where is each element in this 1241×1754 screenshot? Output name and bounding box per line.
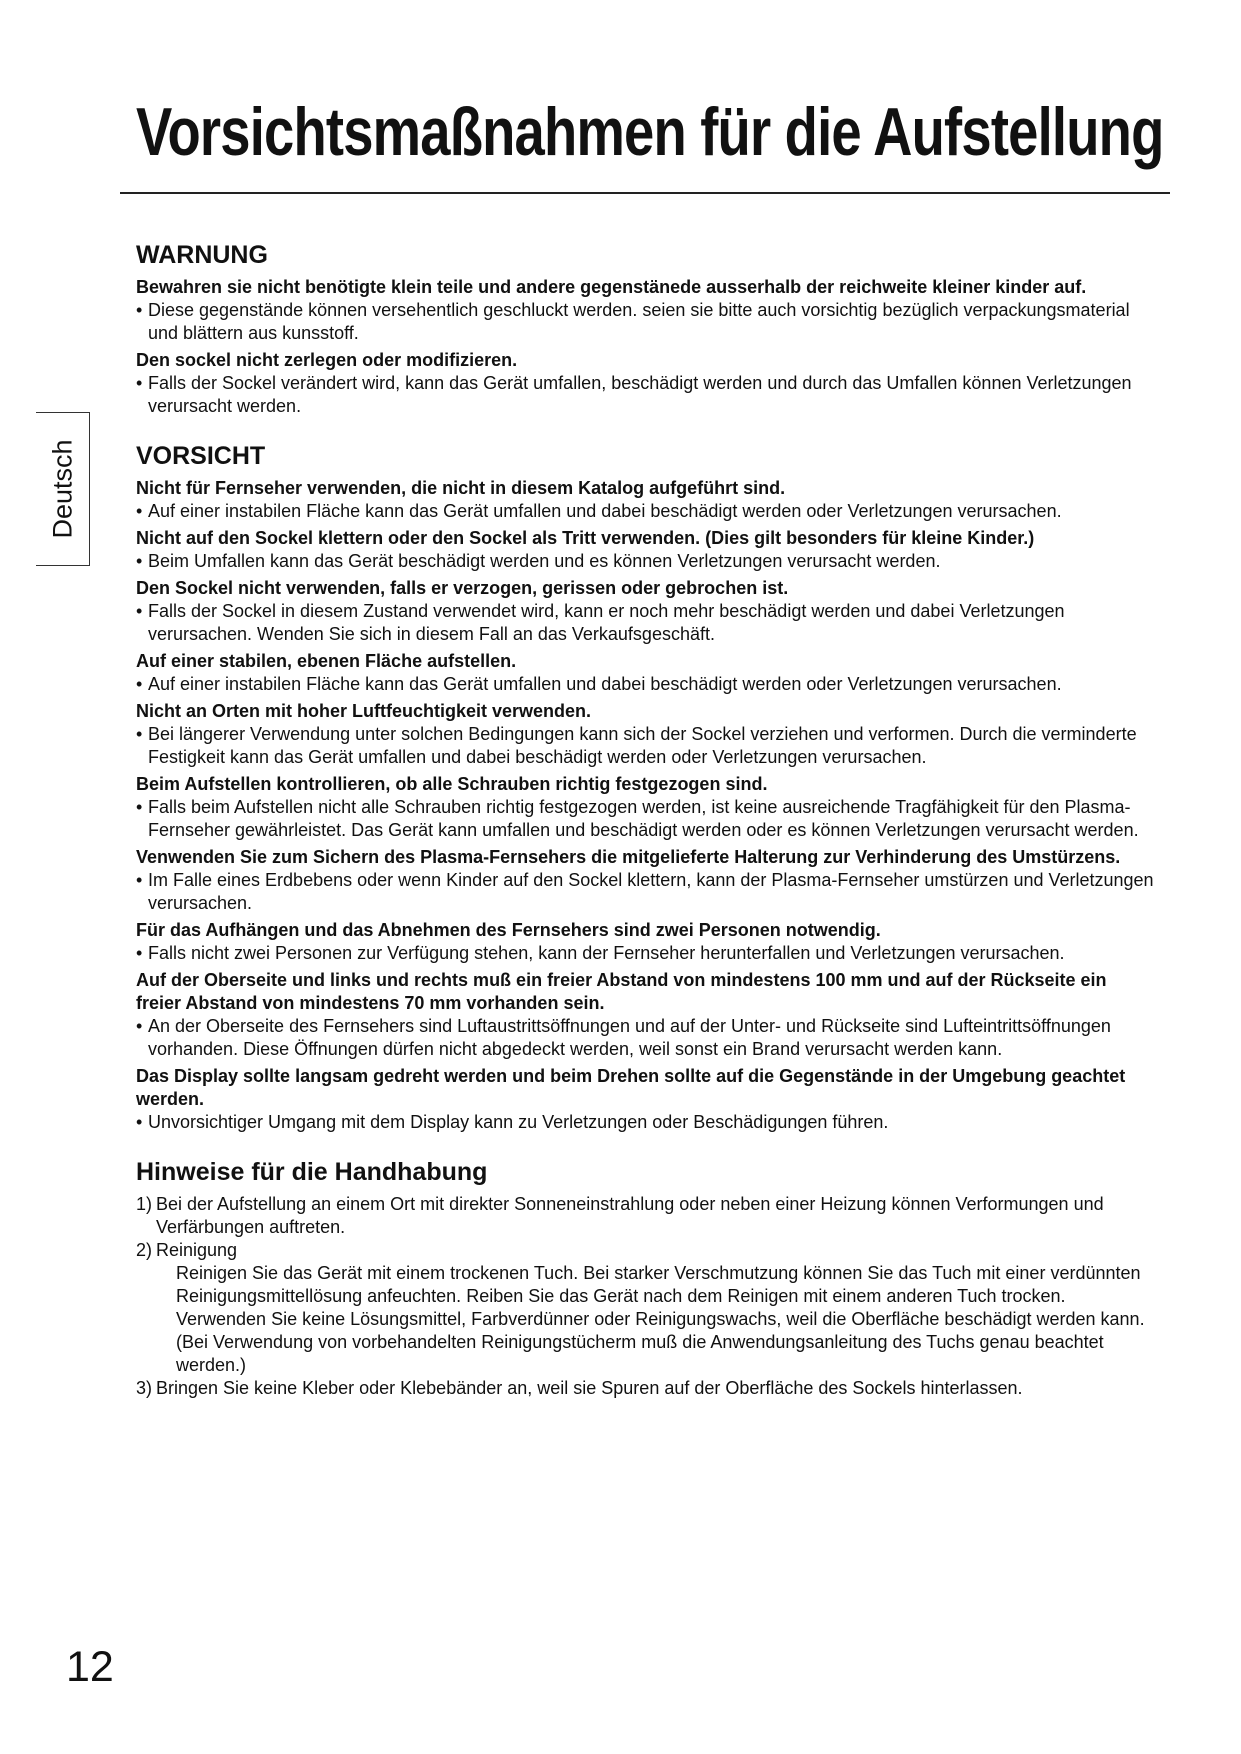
vorsicht-entry xyxy=(136,1065,1156,1134)
vorsicht-entry xyxy=(136,919,1156,965)
bullet-icon: • xyxy=(136,724,143,744)
entry-heading: Für das Aufhängen und das Abnehmen des Fernsehers sind zwei Personen notwendig. xyxy=(136,920,881,940)
entry-heading: Den Sockel nicht verwenden, falls er verzogen, gerissen oder gebrochen ist. xyxy=(136,578,789,598)
bullet-text: • Unvorsichtiger Umgang mit dem Display kann zu Verletzungen oder Beschädigungen führen. xyxy=(136,1112,889,1132)
bullet-icon: • xyxy=(136,1016,143,1036)
bullet-icon: • xyxy=(136,551,143,571)
warnung-heading: WARNUNG xyxy=(136,241,268,269)
numbered-item xyxy=(136,1193,1156,1239)
bullet-text: • Auf einer instabilen Fläche kann das Gerät umfallen und dabei beschädigt werden oder Verletzungen verursachen. xyxy=(136,501,1062,521)
vorsicht-entry xyxy=(136,846,1156,915)
bullet-icon: • xyxy=(136,1112,143,1132)
warnung-entry xyxy=(136,349,1156,418)
bullet-text: • Falls nicht zwei Personen zur Verfügung stehen, kann der Fernseher herunterfallen und Verletzungen verursachen. xyxy=(136,943,1065,963)
warnung-entry xyxy=(136,276,1156,345)
vorsicht-entry xyxy=(136,477,1156,523)
entry-heading: Den sockel nicht zerlegen oder modifizieren. xyxy=(136,350,518,370)
hinweise-heading: Hinweise für die Handhabung xyxy=(136,1158,488,1186)
bullet-text: • Falls der Sockel verändert wird, kann das Gerät umfallen, beschädigt werden und durch das Umfallen können Verletzungen verursacht werden. xyxy=(136,373,1132,416)
entry-heading: Bewahren sie nicht benötigte klein teile und andere gegenstänede ausserhalb der reichweite kleiner kinder auf. xyxy=(136,277,1087,297)
bullet-text: • Auf einer instabilen Fläche kann das Gerät umfallen und dabei beschädigt werden oder Verletzungen verursachen. xyxy=(136,674,1062,694)
bullet-text: • Falls der Sockel in diesem Zustand verwendet wird, kann er noch mehr beschädigt werden und dabei Verletzungen verursachen. Wenden Sie sich in diesem Fall an das Verkaufsgeschäft. xyxy=(136,601,1065,644)
bullet-icon: • xyxy=(136,797,143,817)
vorsicht-entry xyxy=(136,527,1156,573)
vorsicht-section xyxy=(136,439,1156,1134)
bullet-icon: • xyxy=(136,300,143,320)
bullet-text: • Im Falle eines Erdbebens oder wenn Kinder auf den Sockel klettern, kann der Plasma-Fernseher umstürzen und Verletzungen verursachen. xyxy=(136,870,1154,913)
page-title: Vorsichtsmaßnahmen für die Aufstellung xyxy=(136,94,1164,170)
bullet-icon: • xyxy=(136,501,143,521)
vorsicht-entry xyxy=(136,773,1156,842)
language-tab-label: Deutsch xyxy=(47,439,77,539)
entry-heading: Auf der Oberseite und links und rechts muß ein freier Abstand von mindestens 100 mm und auf der Rückseite ein freier Abstand von mindestens 70 mm vorhanden sein. xyxy=(136,970,1107,1013)
bullet-text: • Bei längerer Verwendung unter solchen Bedingungen kann sich der Sockel verziehen und verformen. Durch die verminderte Festigkeit kann das Gerät umfallen und dabei beschädigt werden oder Verletzungen verursachen. xyxy=(136,724,1137,767)
bullet-text: • Beim Umfallen kann das Gerät beschädigt werden und es können Verletzungen verursacht werden. xyxy=(136,551,941,571)
vorsicht-heading: VORSICHT xyxy=(136,442,266,470)
entry-heading: Nicht auf den Sockel klettern oder den Sockel als Tritt verwenden. (Dies gilt besonders für kleine Kinder.) xyxy=(136,528,1035,548)
bullet-icon: • xyxy=(136,674,143,694)
item-number: 2) xyxy=(136,1240,153,1260)
item-text: Bei der Aufstellung an einem Ort mit direkter Sonneneinstrahlung oder neben einer Heizung können Verformungen und Verfärbungen auftreten. xyxy=(156,1194,1104,1237)
page-content xyxy=(136,238,1156,1421)
bullet-icon: • xyxy=(136,601,143,621)
entry-heading: Beim Aufstellen kontrollieren, ob alle Schrauben richtig festgezogen sind. xyxy=(136,774,768,794)
title-rule xyxy=(120,192,1170,194)
bullet-text: • Falls beim Aufstellen nicht alle Schrauben richtig festgezogen werden, ist keine ausreichende Tragfähigkeit für den Plasma-Fernseher gewährleistet. Das Gerät kann umfallen und beschädigt werden oder es können Verletzungen verursacht werden. xyxy=(136,797,1139,840)
entry-heading: Das Display sollte langsam gedreht werden und beim Drehen sollte auf die Gegenstände in der Umgebung geachtet werden. xyxy=(136,1066,1126,1109)
item-paragraph: Reinigen Sie das Gerät mit einem trockenen Tuch. Bei starker Verschmutzung können Sie das Tuch mit einer verdünnten Reinigungsmittellösung anfeuchten. Reiben Sie das Gerät nach dem Reinigen mit einem anderen Tuch trocken. xyxy=(176,1263,1141,1306)
vorsicht-entry xyxy=(136,700,1156,769)
item-text: Bringen Sie keine Kleber oder Klebebänder an, weil sie Spuren auf der Oberfläche des Sockels hinterlassen. xyxy=(156,1378,1023,1398)
bullet-icon: • xyxy=(136,943,143,963)
warnung-section xyxy=(136,238,1156,418)
item-paragraph: (Bei Verwendung von vorbehandelten Reinigungstücherm muß die Anwendungsanleitung des Tuchs genau beachtet werden.) xyxy=(176,1332,1104,1375)
language-tab xyxy=(36,412,90,566)
bullet-text: • Diese gegenstände können versehentlich geschluckt werden. seien sie bitte auch vorsichtig bezüglich verpackungsmaterial und blättern aus kunsstoff. xyxy=(136,300,1130,343)
numbered-item xyxy=(136,1239,1156,1377)
entry-heading: Auf einer stabilen, ebenen Fläche aufstellen. xyxy=(136,651,517,671)
bullet-text: • An der Oberseite des Fernsehers sind Luftaustrittsöffnungen und auf der Unter- und Rückseite sind Lufteintrittsöffnungen vorhanden. Diese Öffnungen dürfen nicht abgedeckt werden, weil sonst ein Brand verursacht werden kann. xyxy=(136,1016,1111,1059)
hinweise-section xyxy=(136,1155,1156,1400)
numbered-item xyxy=(136,1377,1156,1400)
item-label: Reinigung xyxy=(156,1240,238,1260)
vorsicht-entry xyxy=(136,650,1156,696)
entry-heading: Nicht an Orten mit hoher Luftfeuchtigkeit verwenden. xyxy=(136,701,592,721)
entry-heading: Venwenden Sie zum Sichern des Plasma-Fernsehers die mitgelieferte Halterung zur Verhinderung des Umstürzens. xyxy=(136,847,1121,867)
vorsicht-entry xyxy=(136,577,1156,646)
bullet-icon: • xyxy=(136,373,143,393)
item-paragraph: Verwenden Sie keine Lösungsmittel, Farbverdünner oder Reinigungswachs, weil die Oberfläche beschädigt werden kann. xyxy=(176,1309,1145,1329)
page-number: 12 xyxy=(66,1643,114,1691)
bullet-icon: • xyxy=(136,870,143,890)
entry-heading: Nicht für Fernseher verwenden, die nicht in diesem Katalog aufgeführt sind. xyxy=(136,478,786,498)
vorsicht-entry xyxy=(136,969,1156,1061)
item-number: 1) xyxy=(136,1194,153,1214)
item-number: 3) xyxy=(136,1378,153,1398)
